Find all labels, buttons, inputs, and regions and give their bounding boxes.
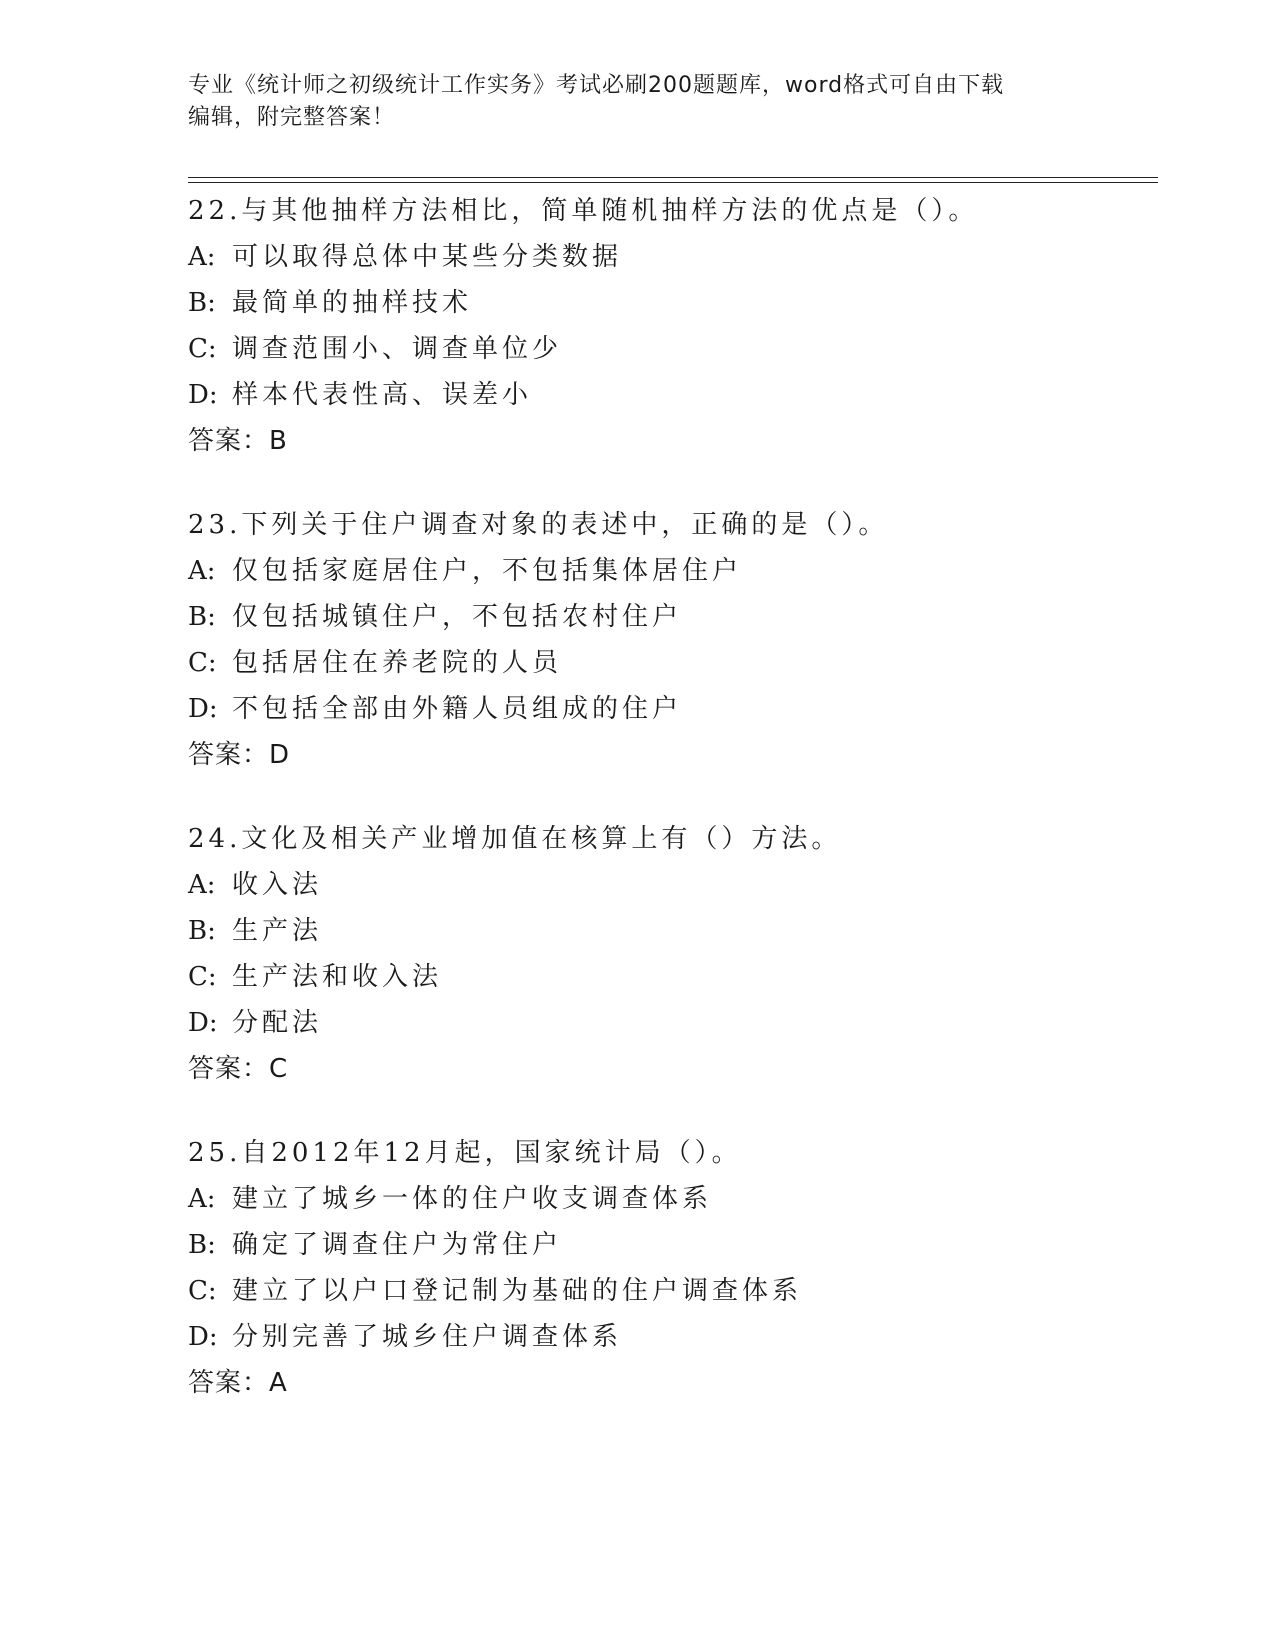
header-divider-bottom — [188, 182, 1158, 183]
option-letter: B: — [188, 602, 216, 632]
option-text: 包括居住在养老院的人员 — [232, 648, 563, 678]
answer-line: 答案：A — [188, 1368, 288, 1398]
question-stem: 23.下列关于住户调查对象的表述中，正确的是（）。 — [188, 510, 889, 540]
option-text: 建立了城乡一体的住户收支调查体系 — [232, 1184, 713, 1214]
option-text: 调查范围小、调查单位少 — [232, 334, 563, 364]
option-text: 确定了调查住户为常住户 — [232, 1230, 563, 1260]
option-letter: C: — [188, 1276, 217, 1306]
option-letter: A: — [188, 556, 216, 586]
option-text: 样本代表性高、误差小 — [232, 380, 533, 410]
document-header — [188, 70, 1088, 134]
option-letter: C: — [188, 648, 217, 678]
option-letter: B: — [188, 288, 216, 318]
option-text: 可以取得总体中某些分类数据 — [232, 242, 623, 272]
question-stem: 24.文化及相关产业增加值在核算上有（）方法。 — [188, 824, 842, 854]
option-text: 分配法 — [232, 1008, 323, 1038]
option-text: 最简单的抽样技术 — [232, 288, 473, 318]
option-b — [188, 594, 1148, 640]
option-b — [188, 1222, 1148, 1268]
option-a — [188, 234, 1148, 280]
option-letter: A: — [188, 1184, 216, 1214]
option-text: 收入法 — [232, 870, 323, 900]
question-25 — [188, 1130, 1148, 1406]
option-letter: A: — [188, 870, 216, 900]
question-stem: 25.自2012年12月起，国家统计局（）。 — [188, 1138, 742, 1168]
option-letter: B: — [188, 916, 216, 946]
option-letter: D: — [188, 1008, 218, 1038]
option-b — [188, 280, 1148, 326]
option-c — [188, 640, 1148, 686]
option-b — [188, 908, 1148, 954]
option-a — [188, 862, 1148, 908]
option-text: 生产法 — [232, 916, 323, 946]
option-d — [188, 686, 1148, 732]
header-divider-top — [188, 177, 1158, 178]
option-text: 分别完善了城乡住户调查体系 — [232, 1322, 623, 1352]
answer-line: 答案：C — [188, 1054, 289, 1084]
option-letter: A: — [188, 242, 216, 272]
header-line-1: 专业《统计师之初级统计工作实务》考试必刷200题题库，word格式可自由下载 — [188, 73, 1005, 98]
option-a — [188, 548, 1148, 594]
option-d — [188, 1314, 1148, 1360]
option-d — [188, 1000, 1148, 1046]
question-stem: 22.与其他抽样方法相比，简单随机抽样方法的优点是（）。 — [188, 196, 979, 226]
option-a — [188, 1176, 1148, 1222]
option-letter: D: — [188, 380, 218, 410]
question-22 — [188, 188, 1148, 464]
option-letter: C: — [188, 334, 217, 364]
option-c — [188, 1268, 1148, 1314]
answer-line: 答案：D — [188, 740, 291, 770]
option-text: 建立了以户口登记制为基础的住户调查体系 — [232, 1276, 803, 1306]
option-letter: B: — [188, 1230, 216, 1260]
header-line-2: 编辑，附完整答案！ — [188, 105, 396, 130]
option-d — [188, 372, 1148, 418]
answer-line: 答案：B — [188, 426, 288, 456]
option-c — [188, 954, 1148, 1000]
option-text: 仅包括城镇住户，不包括农村住户 — [232, 602, 683, 632]
option-text: 生产法和收入法 — [232, 962, 443, 992]
option-text: 仅包括家庭居住户，不包括集体居住户 — [232, 556, 743, 586]
option-letter: D: — [188, 1322, 218, 1352]
question-23 — [188, 502, 1148, 778]
option-text: 不包括全部由外籍人员组成的住户 — [232, 694, 683, 724]
option-c — [188, 326, 1148, 372]
question-24 — [188, 816, 1148, 1092]
option-letter: D: — [188, 694, 218, 724]
option-letter: C: — [188, 962, 217, 992]
question-list — [188, 188, 1148, 1444]
